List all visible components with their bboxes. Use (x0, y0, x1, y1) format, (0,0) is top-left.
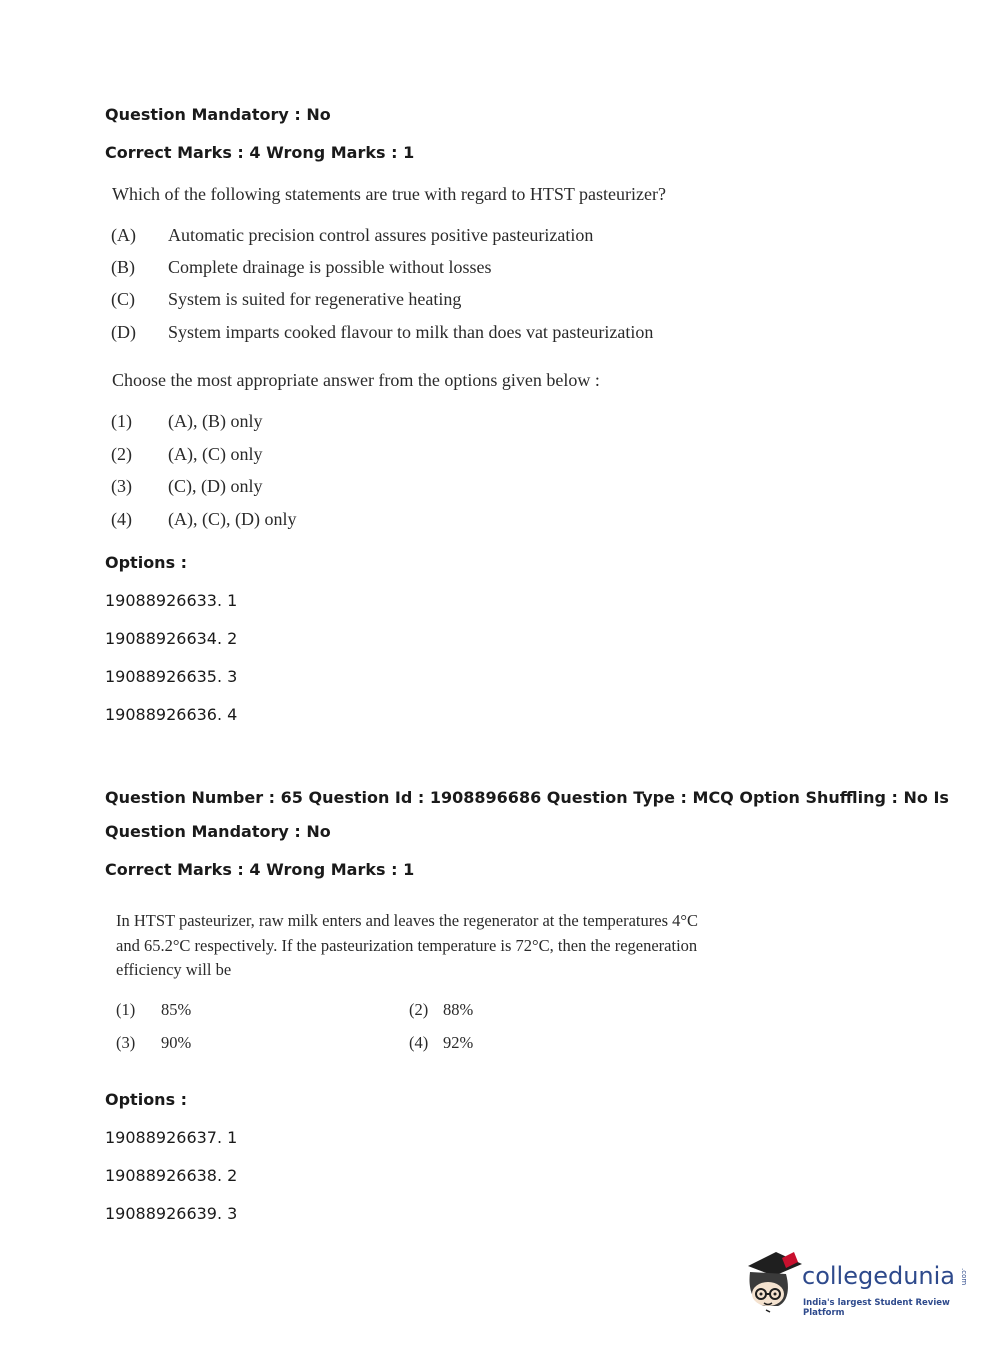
mascot-icon (742, 1248, 804, 1314)
choice-label: (1) (111, 411, 132, 431)
statement-text: System is suited for regenerative heating (168, 289, 462, 309)
choice-label: (2) (111, 444, 132, 464)
logo-tagline: India's largest Student Review Platform (803, 1298, 950, 1318)
option-id: 19088926638. 2 (105, 1166, 238, 1185)
marks-2: Correct Marks : 4 Wrong Marks : 1 (105, 860, 415, 879)
question-line: and 65.2°C respectively. If the pasteurization temperature is 72°C, then the regeneration (116, 936, 698, 955)
choice-text: 85% (161, 1000, 192, 1019)
logo-suffix: .com (960, 1268, 968, 1286)
choice-label: (1) (116, 1000, 136, 1019)
instruction-text: Choose the most appropriate answer from the options given below : (112, 370, 600, 390)
choice-text: 92% (443, 1033, 474, 1052)
option-id: 19088926637. 1 (105, 1128, 238, 1147)
choice-text: (A), (B) only (168, 411, 263, 431)
choice-label: (2) (409, 1000, 429, 1019)
statement-text: System imparts cooked flavour to milk than does vat pasteurization (168, 322, 654, 342)
statement-label: (B) (111, 257, 135, 277)
question-line: In HTST pasteurizer, raw milk enters and leaves the regenerator at the temperatures 4°C (116, 911, 698, 930)
collegedunia-logo (742, 1248, 972, 1318)
choice-text: (A), (C), (D) only (168, 509, 297, 529)
question-line: efficiency will be (116, 960, 232, 979)
choice-label: (3) (111, 476, 132, 496)
statement-label: (A) (111, 225, 136, 245)
options-heading-2: Options : (105, 1090, 188, 1109)
statement-text: Automatic precision control assures positive pasteurization (168, 225, 594, 245)
marks-1: Correct Marks : 4 Wrong Marks : 1 (105, 143, 415, 162)
question-mandatory-2: Question Mandatory : No (105, 822, 331, 841)
statement-label: (D) (111, 322, 136, 342)
choice-text: 90% (161, 1033, 192, 1052)
choice-text: 88% (443, 1000, 474, 1019)
option-id: 19088926636. 4 (105, 705, 238, 724)
option-id: 19088926633. 1 (105, 591, 238, 610)
option-id: 19088926634. 2 (105, 629, 238, 648)
choice-label: (4) (111, 509, 132, 529)
question-header-2: Question Number : 65 Question Id : 1908896686 Question Type : MCQ Option Shuffling : No Is (105, 788, 949, 807)
statement-text: Complete drainage is possible without losses (168, 257, 492, 277)
options-heading-1: Options : (105, 553, 188, 572)
choice-label: (4) (409, 1033, 429, 1052)
option-id: 19088926639. 3 (105, 1204, 238, 1223)
choice-text: (C), (D) only (168, 476, 263, 496)
choice-text: (A), (C) only (168, 444, 263, 464)
option-id: 19088926635. 3 (105, 667, 238, 686)
choice-label: (3) (116, 1033, 136, 1052)
question-text-1: Which of the following statements are true with regard to HTST pasteurizer? (112, 184, 666, 204)
logo-wordmark: collegedunia (802, 1262, 956, 1290)
question-mandatory-1: Question Mandatory : No (105, 105, 331, 124)
statement-label: (C) (111, 289, 135, 309)
